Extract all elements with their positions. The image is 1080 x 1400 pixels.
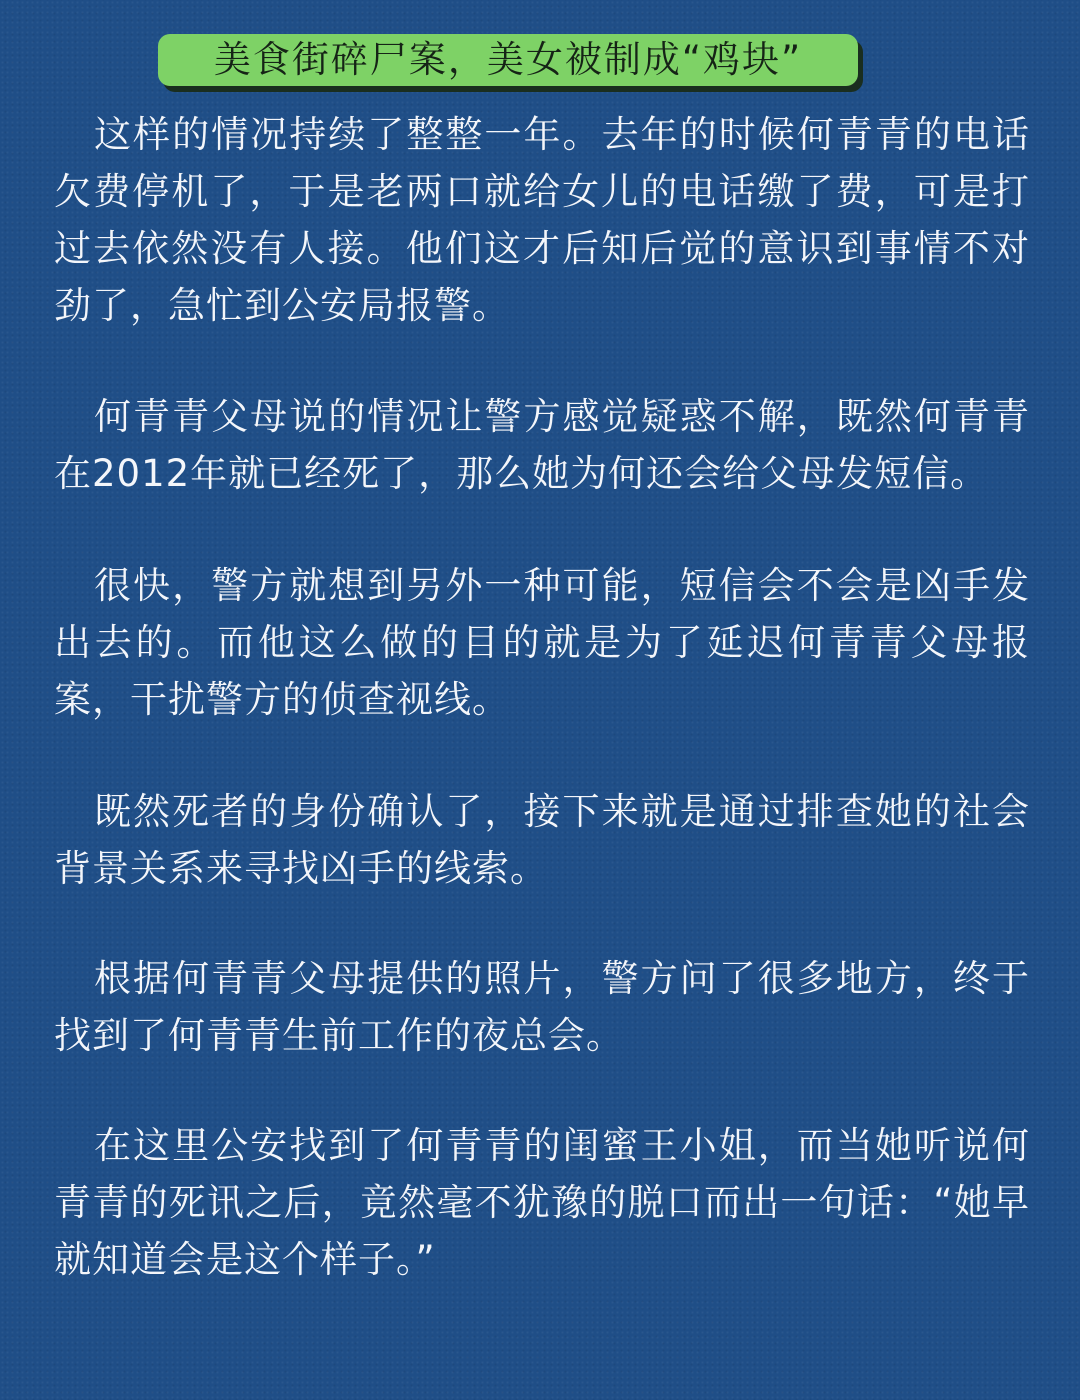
article-title: 美食街碎尸案，美女被制成“鸡块” [213,38,803,81]
article-body [54,106,1030,1288]
title-pill [158,34,858,86]
title-banner [0,34,1080,90]
paragraph-5: 根据何青青父母提供的照片，警方问了很多地方，终于找到了何青青生前工作的夜总会。 [54,957,1030,1057]
paragraph-2: 何青青父母说的情况让警方感觉疑惑不解，既然何青青在2012年就已经死了，那么她为何还会给父母发短信。 [54,395,1030,495]
paragraph-4: 既然死者的身份确认了，接下来就是通过排查她的社会背景关系来寻找凶手的线索。 [54,790,1030,890]
paragraph-6: 在这里公安找到了何青青的闺蜜王小姐，而当她听说何青青的死讯之后，竟然毫不犹豫的脱口而出一句话：“她早就知道会是这个样子。” [54,1124,1030,1281]
paragraph-1: 这样的情况持续了整整一年。去年的时候何青青的电话欠费停机了，于是老两口就给女儿的电话缴了费，可是打过去依然没有人接。他们这才后知后觉的意识到事情不对劲了，急忙到公安局报警。 [54,113,1030,327]
paragraph-3: 很快，警方就想到另外一种可能，短信会不会是凶手发出去的。而他这么做的目的就是为了延迟何青青父母报案，干扰警方的侦查视线。 [54,564,1030,721]
